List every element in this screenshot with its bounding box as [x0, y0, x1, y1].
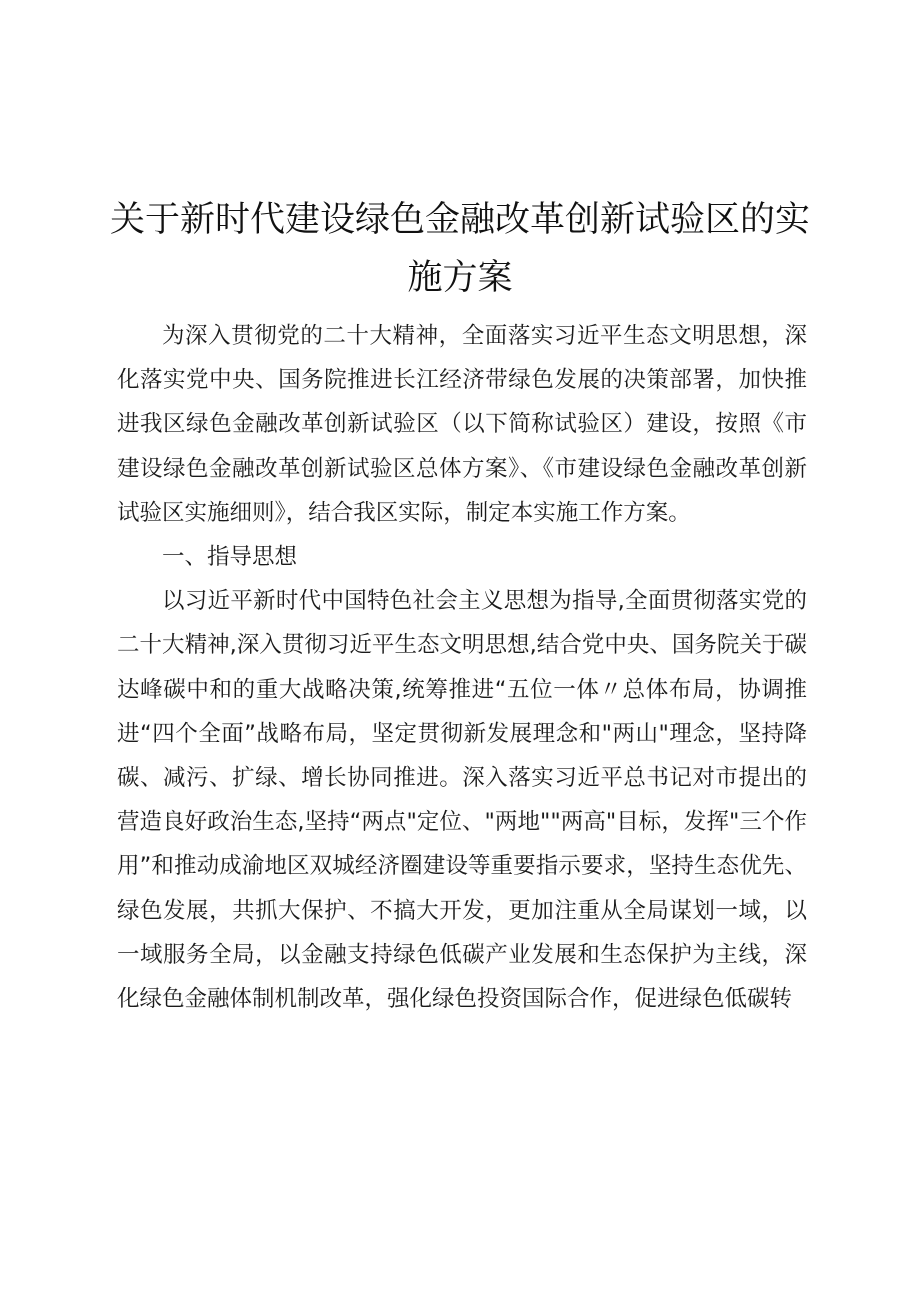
section-heading-guiding-ideology: 一、指导思想: [162, 544, 298, 571]
intro-paragraph: 为深入贯彻党的二十大精神，全面落实习近平生态文明思想，深化落实党中央、国务院推进长江经济带绿色发展的决策部署，加快推进我区绿色金融改革创新试验区（以下简称试验区）建设，按照《市建设绿色金融改革创新试验区总体方案》、《市建设绿色金融改革创新试验区实施细则》，结合我区实际，制定本实施工作方案。: [117, 323, 807, 526]
document-title: 关于新时代建设绿色金融改革创新试验区的实施方案: [110, 200, 811, 299]
section-paragraph-guiding-ideology: 以习近平新时代中国特色社会主义思想为指导,全面贯彻落实党的二十大精神,深入贯彻习近平生态文明思想,结合党中央、国务院关于碳达峰碳中和的重大战略决策,统筹推进“五位一体〃总体布局，协调推进“四个全面”战略布局，坚定贯彻新发展理念和"两山"理念，坚持降碳、减污、扩绿、增长协同推进。深入落实习近平总书记对市提出的营造良好政治生态,坚持“两点"定位、"两地""两高"目标，发挥"三个作用”和推动成渝地区双城经济圈建设等重要指示要求，坚持生态优先、绿色发展，共抓大保护、不搞大开发，更加注重从全局谋划一域，以一域服务全局，以金融支持绿色低碳产业发展和生态保护为主线，深化绿色金融体制机制改革，强化绿色投资国际合作，促进绿色低碳转: [117, 588, 807, 1013]
document-body: [117, 314, 807, 1021]
